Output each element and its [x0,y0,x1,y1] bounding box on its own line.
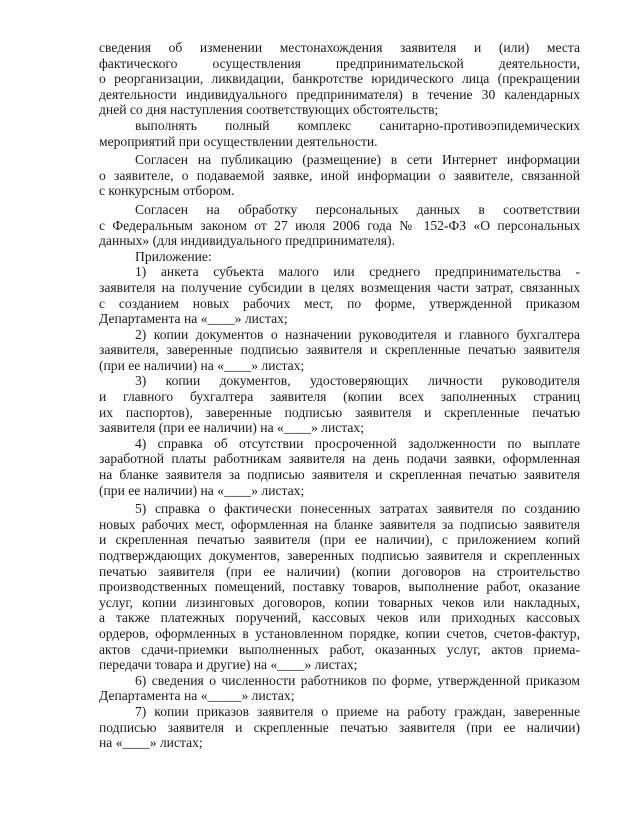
text-line: и скрепленная печатью заявителя (при ее наличии), с приложением копий [99,532,580,548]
text-line: подтверждающих документов, заверенных подписью заявителя и скрепленных [99,548,580,563]
paragraph-p11 [99,673,580,704]
text-line: Департамента на «_____» листах; [99,688,295,704]
text-line: подписью заявителя и скрепленные печатью заявителя (при ее наличии) [99,719,580,735]
text-line: 1) анкета субъекта малого или среднего предпринимательства - [135,264,580,280]
text-line: деятельности индивидуального предпринимателя) в течение 30 календарных [99,86,580,102]
text-line: с созданием новых рабочих мест, по форме, утвержденной приказом [99,295,580,311]
text-line: фактического осуществления предпринимательской деятельности, [99,55,580,71]
text-line: о заявителе, о подаваемой заявке, иной информации о заявителе, связанной [99,167,580,183]
text-line: данных» (для индивидуального предпринимателя). [99,233,395,249]
text-line: на «____» листах; [99,735,203,751]
text-line: 6) сведения о численности работников по форме, утвержденной приказом [135,672,580,688]
paragraph-p5 [99,249,580,265]
paragraph-p4 [99,202,580,249]
text-line: (при ее наличии) на «____» листах; [99,357,305,373]
paragraph-p6 [99,264,580,326]
text-line: выполнять полный комплекс санитарно-противоэпидемических [135,117,580,133]
text-line: 3) копии документов, удостоверяющих личности руководителя [135,373,580,389]
text-line: заявителя, заверенные подписью заявителя и скрепленные печатью заявителя [99,342,580,358]
paragraph-p8 [99,373,580,435]
text-line: Согласен на публикацию (размещение) в сети Интернет информации [135,152,580,168]
paragraph-p12 [99,704,580,751]
text-line: и главного бухгалтера заявителя (копии всех заполненных страниц [99,389,580,405]
text-line: сведения об изменении местонахождения заявителя и (или) места [99,40,580,55]
text-line: передачи товара и другие) на «____» листах; [99,657,358,673]
text-line: 5) справка о фактически понесенных затратах заявителя по созданию [135,501,580,517]
text-line: актов сдачи-приемки выполненных работ, оказанных услуг, актов приема- [99,641,580,657]
text-line: Департамента на «____» листах; [99,311,288,327]
text-line: Согласен на обработку персональных данных в соответствии [135,201,580,217]
text-line: дней со дня наступления соответствующих обстоятельств; [99,102,439,118]
text-line: заявителя (при ее наличии) на «____» листах; [99,420,364,436]
text-line: заявителя на получение субсидии в целях возмещения части затрат, связанных [99,279,580,295]
text-line: ордеров, оформленных в установленном порядке, копии счетов, счетов-фактур, [99,625,580,641]
text-line: их паспортов), заверенные подписью заявителя и скрепленные печатью [99,404,580,420]
paragraph-p2 [99,118,580,149]
text-line: заработной платы работникам заявителя на день подачи заявки, оформленная [99,451,580,467]
text-line: услуг, копии лизинговых договоров, копии товарных чеков или накладных, [99,594,580,610]
text-line: 7) копии приказов заявителя о приеме на работу граждан, заверенные [135,703,580,719]
paragraph-p10 [99,501,580,673]
paragraph-p1 [99,40,580,118]
text-line: Приложение: [135,248,212,264]
text-line: 2) копии документов о назначении руководителя и главного бухгалтера [135,326,580,342]
text-line: с конкурсным отбором. [99,183,235,199]
text-line: печатью заявителя (при ее наличии) (копии договоров на строительство [99,563,580,579]
text-line: новых рабочих мест, оформленная на бланке заявителя за подписью заявителя [99,516,580,532]
text-line: (при ее наличии) на «____» листах; [99,482,305,498]
paragraph-p7 [99,327,580,374]
text-line: производственных помещений, поставку товаров, выполнение работ, оказание [99,579,580,595]
text-line: 4) справка об отсутствии просроченной задолженности по выплате [135,435,580,451]
text-line: мероприятий при осуществлении деятельности. [99,133,378,149]
text-line: с Федеральным законом от 27 июля 2006 года № 152-ФЗ «О персональных [99,217,580,233]
text-line: а также платежных поручений, кассовых чеков или приходных кассовых [99,610,580,626]
paragraph-p9 [99,436,580,498]
text-line: на бланке заявителя за подписью заявителя и скрепленная печатью заявителя [99,467,580,483]
text-line: о реорганизации, ликвидации, банкротстве юридического лица (прекращении [99,71,580,87]
paragraph-p3 [99,152,580,199]
